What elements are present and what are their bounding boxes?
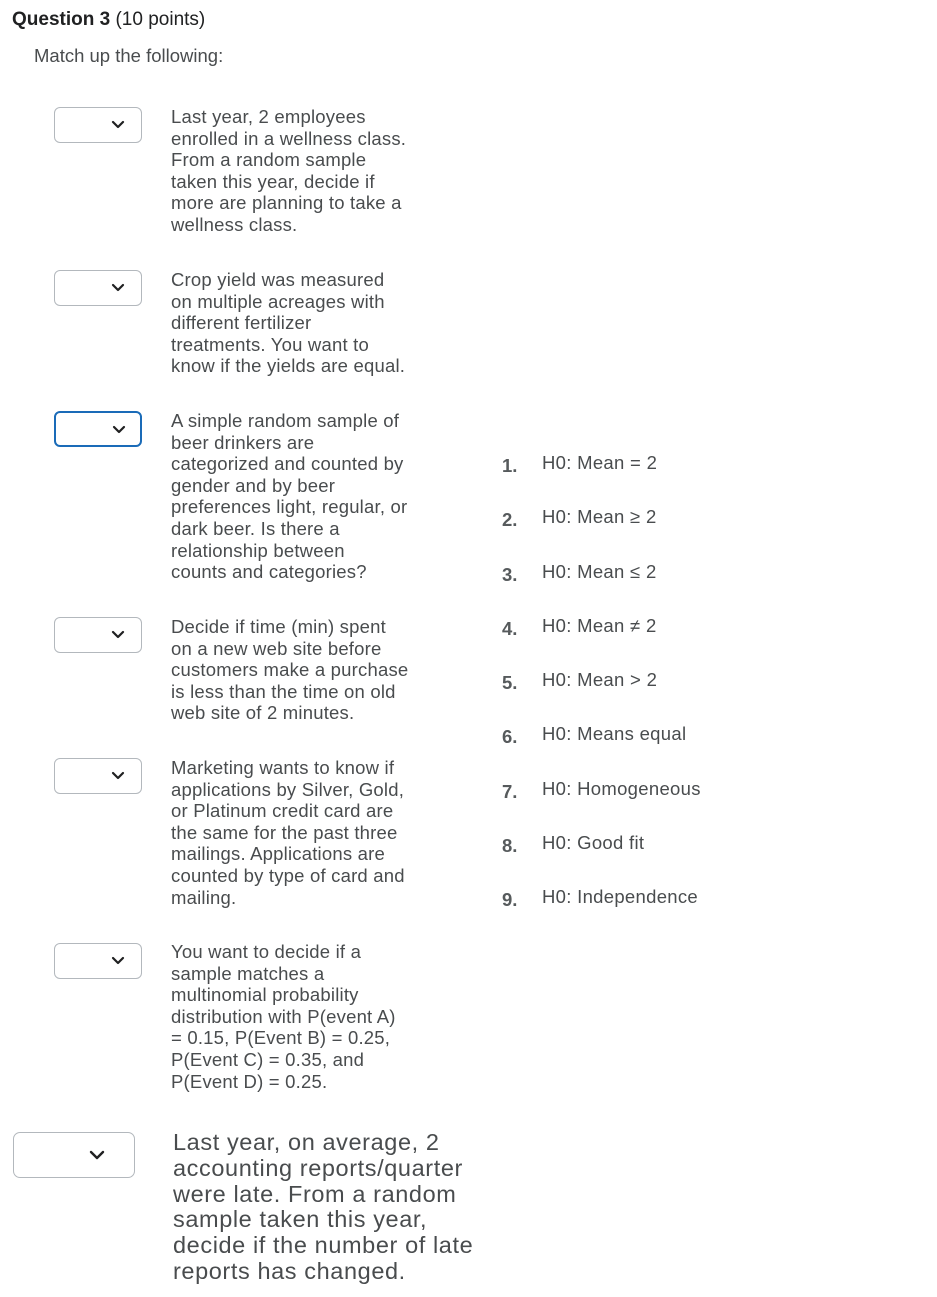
chevron-down-icon [111,771,125,781]
choice-number: 1. [502,455,518,476]
match-select-3[interactable] [54,411,142,447]
choice-text: H0: Independence [542,886,699,907]
question-instructions: Match up the following: [34,45,224,66]
chevron-down-icon [111,283,125,293]
choice-text: H0: Mean ≠ 2 [542,615,657,636]
match-select-6[interactable] [54,943,142,979]
match-select-5[interactable] [54,758,142,794]
match-prompt-3: A simple random sample of beer drinkers are categorized and counted by gender and by beer preferences light, regular, or dark beer. Is there a relationship between counts and categories? [171,410,408,583]
choice-number: 2. [502,509,518,530]
choice-number: 5. [502,672,518,693]
match-select-1[interactable] [54,107,142,143]
question-points: (10 points) [115,9,206,30]
choice-text: H0: Means equal [542,723,687,744]
choice-number: 4. [502,618,518,639]
choice-number: 6. [502,726,518,747]
match-prompt-2: Crop yield was measured on multiple acreages with different fertilizer treatments. You want to know if the yields are equal. [171,269,406,377]
match-select-4[interactable] [54,617,142,653]
match-prompt-5: Marketing wants to know if applications by Silver, Gold, or Platinum credit card are the same for the past three mailings. Applications are counted by type of card and mailing. [171,757,405,908]
match-prompt-6: You want to decide if a sample matches a multinomial probability distribution with P(event A) = 0.15, P(Event B) = 0.25, P(Event C) = 0.35, and P(Event D) = 0.25. [171,941,396,1092]
choice-number: 8. [502,835,518,856]
chevron-down-icon [111,956,125,966]
choice-text: H0: Good fit [542,832,645,853]
chevron-down-icon [112,425,126,435]
choice-number: 9. [502,889,518,910]
choice-number: 7. [502,781,518,802]
choice-text: H0: Mean ≥ 2 [542,506,657,527]
match-prompt-1: Last year, 2 employees enrolled in a wellness class. From a random sample taken this year, decide if more are planning to take a wellness class. [171,106,407,235]
match-prompt-7: Last year, on average, 2 accounting reports/quarter were late. From a random sample taken this year, decide if the number of late reports has changed. [173,1129,474,1284]
match-prompt-4: Decide if time (min) spent on a new web site before customers make a purchase is less than the time on old web site of 2 minutes. [171,616,409,724]
chevron-down-icon [89,1150,105,1162]
choice-number: 3. [502,564,518,585]
choice-text: H0: Mean > 2 [542,669,658,690]
chevron-down-icon [111,120,125,130]
chevron-down-icon [111,630,125,640]
match-select-7[interactable] [13,1132,135,1178]
choice-text: H0: Mean ≤ 2 [542,561,657,582]
choice-text: H0: Homogeneous [542,778,701,799]
question-number: Question 3 [12,9,111,30]
choice-text: H0: Mean = 2 [542,452,658,473]
match-select-2[interactable] [54,270,142,306]
question-title [12,9,205,31]
